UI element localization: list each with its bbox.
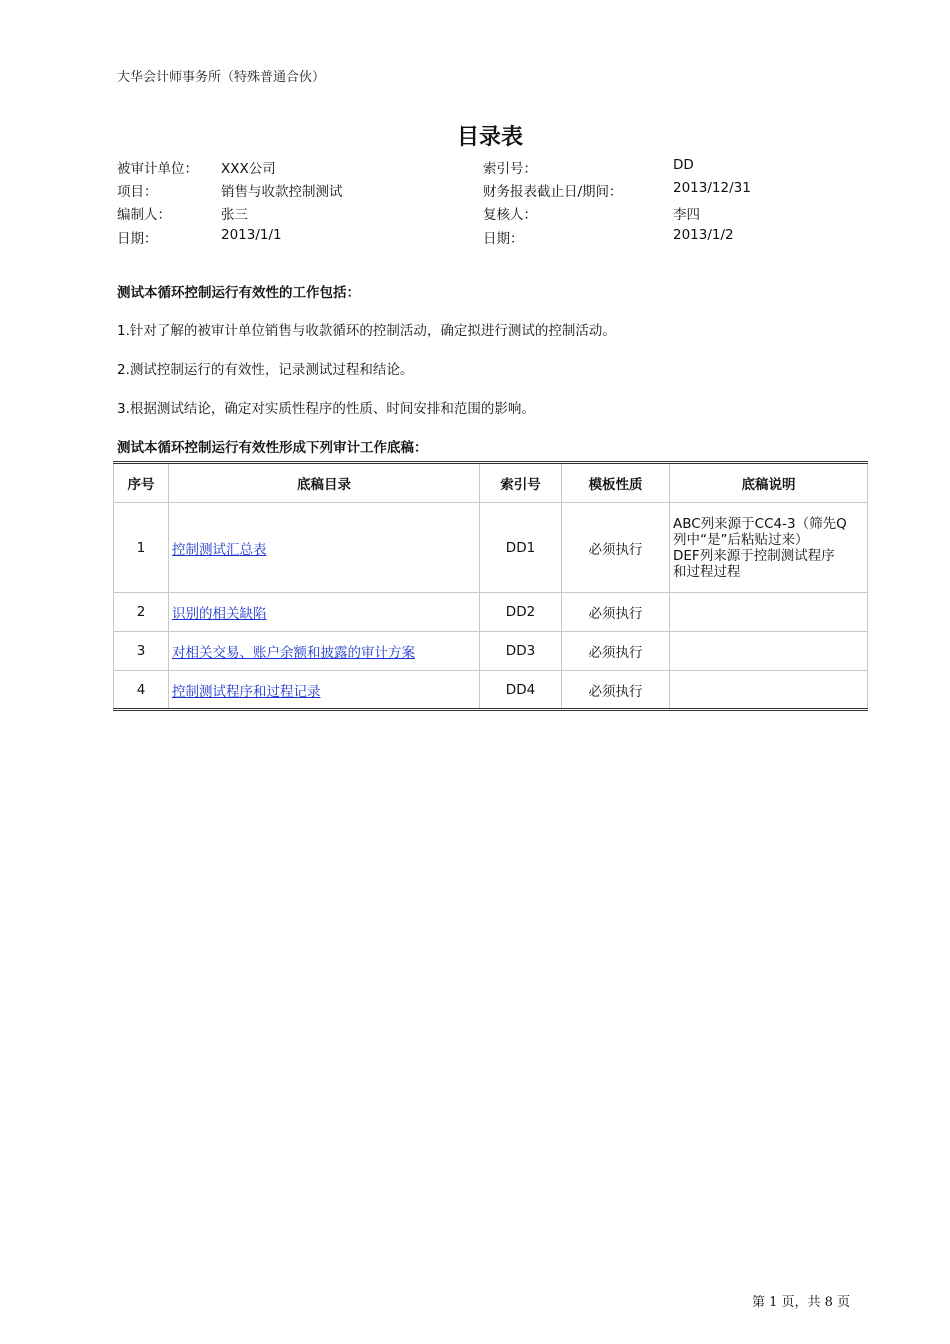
row-number: 3	[114, 632, 169, 671]
meta-value: 张三	[221, 207, 248, 223]
work-item: 1.针对了解的被审计单位销售与收款循环的控制活动，确定拟进行测试的控制活动。	[117, 323, 616, 339]
workpaper-name-cell	[169, 593, 480, 632]
page-number: 第 1 页，共 8 页	[752, 1295, 851, 1310]
table-heading: 测试本循环控制运行有效性形成下列审计工作底稿：	[117, 440, 428, 456]
table-row	[114, 671, 868, 710]
row-number: 1	[114, 503, 169, 593]
index-cell: DD3	[480, 632, 562, 671]
work-scope-heading: 测试本循环控制运行有效性的工作包括：	[117, 285, 360, 301]
workpaper-link[interactable]: 识别的相关缺陷	[172, 606, 267, 622]
meta-label: 被审计单位：	[117, 161, 198, 177]
work-item: 2.测试控制运行的有效性，记录测试过程和结论。	[117, 362, 414, 378]
column-header: 底稿目录	[169, 463, 480, 503]
table-row	[114, 503, 868, 593]
note-cell	[670, 593, 868, 632]
index-cell: DD2	[480, 593, 562, 632]
firm-name: 大华会计师事务所（特殊普通合伙）	[117, 70, 326, 85]
meta-label: 日期：	[483, 231, 524, 247]
column-header: 索引号	[480, 463, 562, 503]
meta-label: 复核人：	[483, 207, 537, 223]
column-header: 序号	[114, 463, 169, 503]
work-item: 3.根据测试结论，确定对实质性程序的性质、时间安排和范围的影响。	[117, 401, 535, 417]
row-number: 2	[114, 593, 169, 632]
note-cell	[670, 503, 868, 593]
note-cell	[670, 671, 868, 710]
note-line: DEF列来源于控制测试程序	[673, 547, 835, 564]
workpaper-name-cell	[169, 671, 480, 710]
note-line: 和过程过程	[673, 563, 741, 580]
meta-value: 李四	[673, 207, 700, 223]
table-header-row	[114, 463, 868, 503]
nature-cell: 必须执行	[562, 503, 670, 593]
meta-value: 2013/1/2	[673, 227, 734, 243]
meta-value: DD	[673, 157, 694, 173]
meta-label: 项目：	[117, 184, 158, 200]
nature-cell: 必须执行	[562, 632, 670, 671]
column-header: 底稿说明	[670, 463, 868, 503]
row-number: 4	[114, 671, 169, 710]
nature-cell: 必须执行	[562, 671, 670, 710]
meta-value: XXX公司	[221, 161, 276, 177]
workpaper-directory-table	[113, 461, 868, 711]
workpaper-link[interactable]: 控制测试程序和过程记录	[172, 683, 321, 700]
note-line: 列中“是”后粘贴过来）	[673, 531, 809, 548]
note-cell	[670, 632, 868, 671]
meta-label: 编制人：	[117, 207, 171, 223]
meta-label: 日期：	[117, 231, 158, 247]
table-row	[114, 632, 868, 671]
table-row	[114, 593, 868, 632]
workpaper-name-cell	[169, 632, 480, 671]
page-title: 目录表	[456, 125, 523, 150]
index-cell: DD1	[480, 503, 562, 593]
nature-cell: 必须执行	[562, 593, 670, 632]
workpaper-link[interactable]: 控制测试汇总表	[172, 541, 267, 558]
meta-value: 2013/1/1	[221, 227, 282, 243]
index-cell: DD4	[480, 671, 562, 710]
workpaper-name-cell	[169, 503, 480, 593]
meta-label: 索引号：	[483, 161, 537, 177]
meta-value: 销售与收款控制测试	[221, 184, 343, 200]
meta-value: 2013/12/31	[673, 180, 751, 196]
column-header: 模板性质	[562, 463, 670, 503]
workpaper-link[interactable]: 对相关交易、账户余额和披露的审计方案	[172, 645, 415, 661]
note-line: ABC列来源于CC4-3（筛先Q	[673, 515, 847, 532]
meta-label: 财务报表截止日/期间：	[483, 184, 623, 200]
